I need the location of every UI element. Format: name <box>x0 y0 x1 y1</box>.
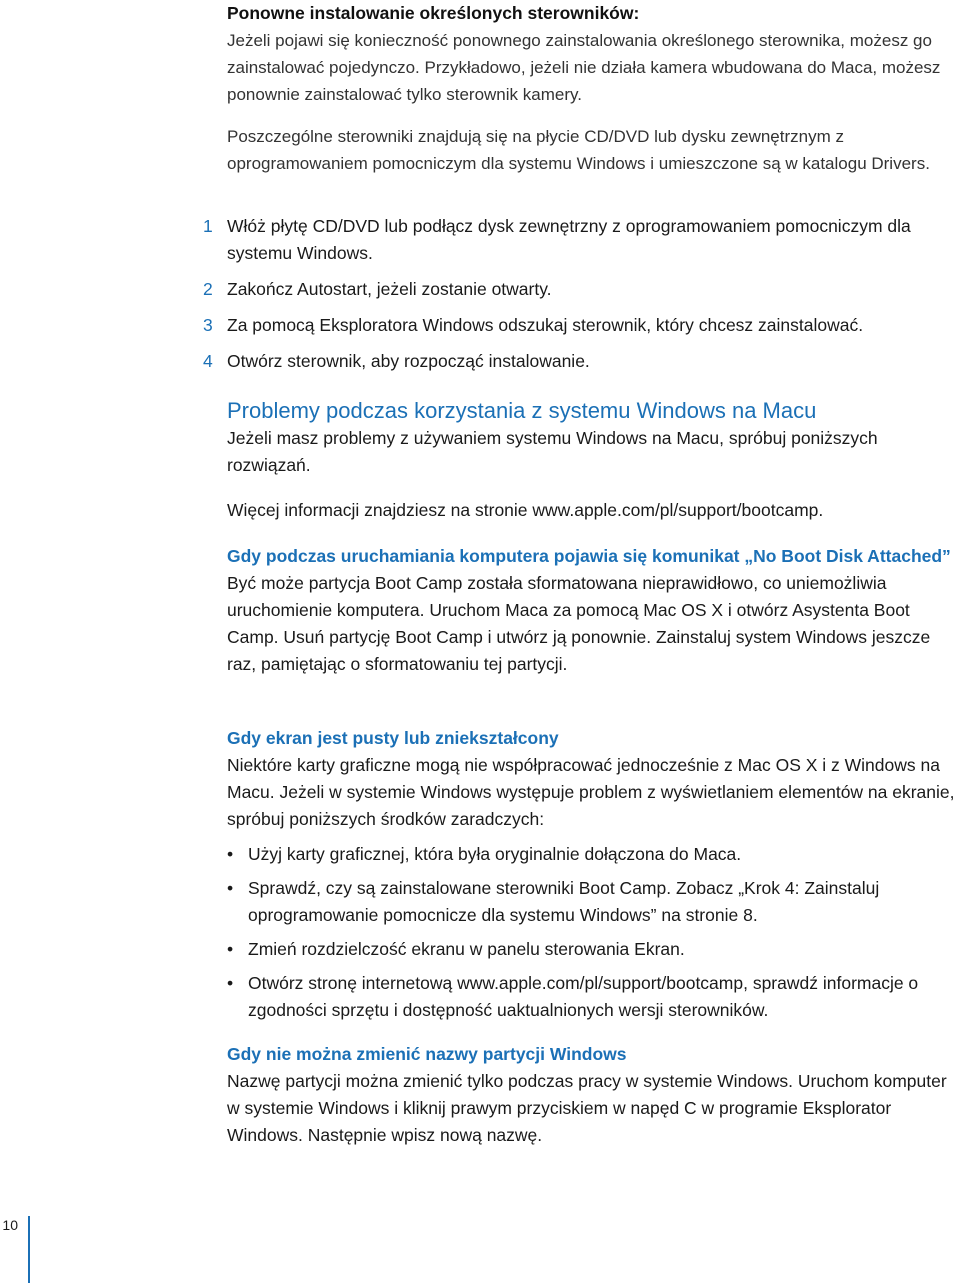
step-number: 1 <box>203 216 213 236</box>
step-number: 3 <box>203 315 213 335</box>
list-item-text: Sprawdź, czy są zainstalowane sterowniki Boot Camp. Zobacz „Krok 4: Zainstaluj oprogramowanie pomocnicze dla systemu Windows” na stronie 8. <box>248 878 880 925</box>
drivers-info-block <box>227 123 957 177</box>
install-steps <box>203 213 957 375</box>
list-item <box>227 936 957 963</box>
problems-section <box>227 397 957 479</box>
step-item <box>203 213 957 267</box>
list-item <box>227 875 957 929</box>
step-text: Za pomocą Eksploratora Windows odszukaj sterownik, który chcesz zainstalować. <box>227 315 864 335</box>
drivers-info: Poszczególne sterowniki znajdują się na płycie CD/DVD lub dysku zewnętrznym z oprogramowaniem pomocniczym dla systemu Windows i umieszczone są w katalogu Drivers. <box>227 127 930 173</box>
no-boot-disk-heading: Gdy podczas uruchamiania komputera pojawia się komunikat „No Boot Disk Attached” <box>227 546 951 566</box>
section-title: Problemy podczas korzystania z systemu Windows na Macu <box>227 398 817 423</box>
list-item <box>227 970 957 1024</box>
blank-screen-section <box>227 725 957 1024</box>
problems-intro: Jeżeli masz problemy z używaniem systemu Windows na Macu, spróbuj poniższych rozwiązań. <box>227 428 878 475</box>
footer-divider <box>28 1216 30 1283</box>
step-item <box>203 348 957 375</box>
page-number: 10 <box>2 1217 18 1233</box>
bullet-icon: • <box>227 878 234 898</box>
reinstall-text: Jeżeli pojawi się konieczność ponownego zainstalowania określonego sterownika, możesz go zainstalować pojedynczo. Przykładowo, jeżeli nie działa kamera wbudowana do Maca, możesz ponownie zainstalować tylko sterownik kamery. <box>227 31 941 104</box>
step-item <box>203 312 957 339</box>
reinstall-section <box>227 0 957 108</box>
blank-screen-text: Niektóre karty graficzne mogą nie współpracować jednocześnie z Mac OS X i z Windows na Macu. Jeżeli w systemie Windows występuje problem z wyświetlaniem elementów na ekranie, spróbuj poniższych środków zaradczych: <box>227 755 955 829</box>
list-item-text: Użyj karty graficznej, która była oryginalnie dołączona do Maca. <box>248 844 742 864</box>
list-item-text: Zmień rozdzielczość ekranu w panelu sterowania Ekran. <box>248 939 685 959</box>
blank-screen-bullets <box>227 841 957 1024</box>
step-number: 4 <box>203 351 213 371</box>
step-text: Zakończ Autostart, jeżeli zostanie otwarty. <box>227 279 552 299</box>
step-text: Włóż płytę CD/DVD lub podłącz dysk zewnętrzny z oprogramowaniem pomocniczym dla systemu Windows. <box>227 216 911 263</box>
list-item <box>227 841 957 868</box>
bullet-icon: • <box>227 844 234 864</box>
step-number: 2 <box>203 279 213 299</box>
step-text: Otwórz sterownik, aby rozpocząć instalowanie. <box>227 351 590 371</box>
rename-partition-text: Nazwę partycji można zmienić tylko podczas pracy w systemie Windows. Uruchom komputer w systemie Windows i kliknij prawym przyciskiem w napęd C w programie Eksplorator Windows. Następnie wpisz nową nazwę. <box>227 1071 947 1145</box>
more-info-block <box>227 497 957 524</box>
no-boot-disk-section <box>227 543 957 678</box>
more-info: Więcej informacji znajdziesz na stronie www.apple.com/pl/support/bootcamp. <box>227 500 824 520</box>
step-item <box>203 276 957 303</box>
bullet-icon: • <box>227 973 234 993</box>
list-item-text: Otwórz stronę internetową www.apple.com/pl/support/bootcamp, sprawdź informacje o zgodności sprzętu i dostępność uaktualnionych wersji sterowników. <box>248 973 919 1020</box>
reinstall-heading: Ponowne instalowanie określonych sterowników: <box>227 3 640 23</box>
rename-partition-section <box>227 1041 957 1149</box>
bullet-icon: • <box>227 939 234 959</box>
blank-screen-heading: Gdy ekran jest pusty lub zniekształcony <box>227 728 559 748</box>
rename-partition-heading: Gdy nie można zmienić nazwy partycji Windows <box>227 1044 627 1064</box>
no-boot-disk-text: Być może partycja Boot Camp została sformatowana nieprawidłowo, co uniemożliwia uruchomienie komputera. Uruchom Maca za pomocą Mac OS X i otwórz Asystenta Boot Camp. Usuń partycję Boot Camp i utwórz ją ponownie. Zainstaluj system Windows jeszcze raz, pamiętając o sformatowaniu tej partycji. <box>227 573 931 674</box>
